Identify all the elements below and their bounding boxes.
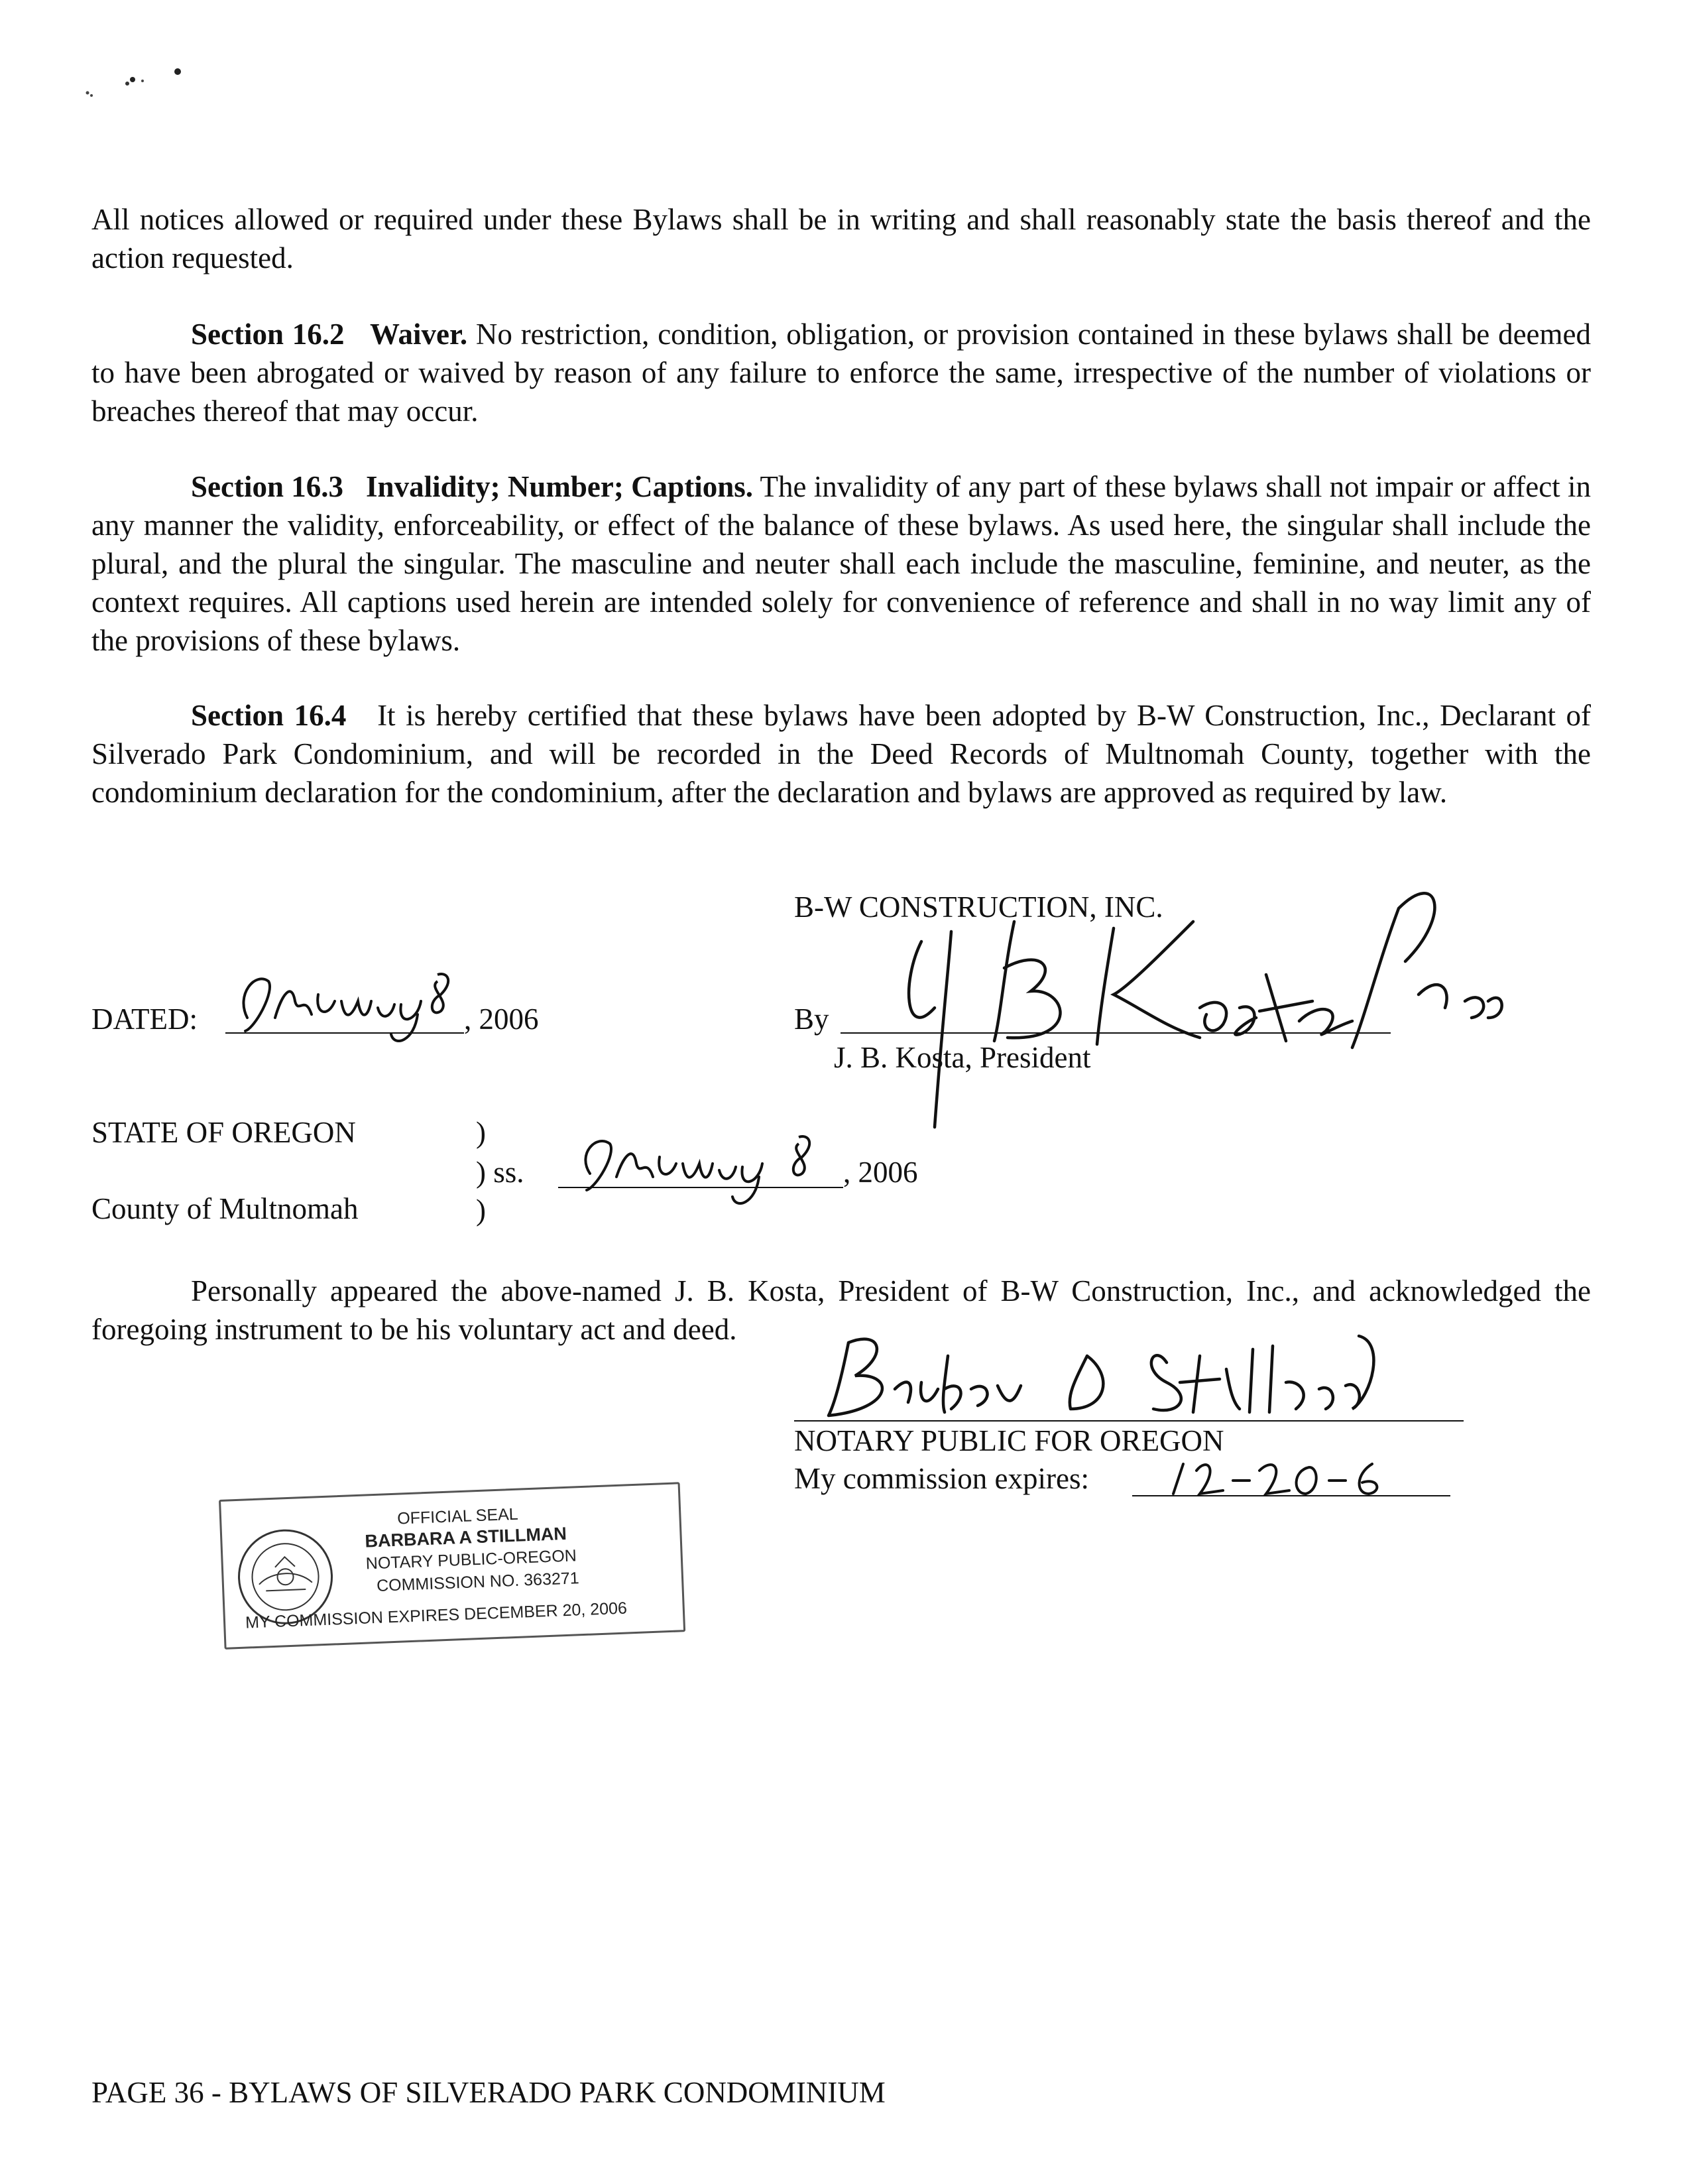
dated-year: , 2006 <box>464 1002 539 1036</box>
commission-expires-label: My commission expires: <box>794 1462 1089 1495</box>
stamp-line-2: BARBARA A STILLMAN <box>364 1523 567 1551</box>
kosta-signature <box>888 869 1511 1134</box>
venue-paren-bottom: ) <box>476 1193 486 1227</box>
county-label: County of Multnomah <box>91 1192 359 1225</box>
stamp-line-4: COMMISSION NO. 363271 <box>376 1569 580 1595</box>
section-text: It is hereby certified that these bylaws have been adopted by B-W Construction, Inc., Declarant of Silverado Park Condominium, and will be recorded in the Deed Records of Multnomah County, together with the condominium declaration for the condominium, after the declaration and bylaws are approved as required by law. <box>91 699 1592 809</box>
section-16-4 <box>91 696 1591 812</box>
venue-paren-top: ) <box>476 1116 486 1149</box>
section-text: No restriction, condition, obligation, or provision contained in these bylaws shall be deemed to have been abrogated or waived by reason of any failure to enforce the same, irrespective of the number of violations or breaches thereof that may occur. <box>91 318 1591 428</box>
dated-label: DATED: <box>91 1002 198 1036</box>
acknowledgment-paragraph: Personally appeared the above-named J. B. Kosta, President of B-W Construction, Inc., and acknowledged the foregoing instrument to be his voluntary act and deed. <box>91 1274 1591 1346</box>
stamp-line-3: NOTARY PUBLIC-OREGON <box>365 1546 577 1573</box>
venue-ss: ) ss. <box>476 1156 524 1189</box>
section-text: The invalidity of any part of these bylaws shall not impair or affect in any manner the validity, enforceability, or effect of the balance of these bylaws. As used here, the singular shall include the plural, and the plural the singular. The masculine and neuter shall each include the masculine, feminine, and neuter, as the context requires. All captions used herein are intended solely for convenience of reference and shall in no way limit any of the provisions of these bylaws. <box>91 470 1592 657</box>
section-label: Section 16.4 <box>191 699 347 732</box>
venue-date-handwriting <box>570 1121 848 1227</box>
section-16-2 <box>91 315 1591 430</box>
section-16-3 <box>91 467 1591 660</box>
official-seal-stamp <box>219 1482 685 1650</box>
dated-handwriting <box>229 955 474 1061</box>
signatory-name: J. B. Kosta, President <box>834 1041 1091 1074</box>
stamp-line-1: OFFICIAL SEAL <box>396 1504 519 1528</box>
page-footer: PAGE 36 - BYLAWS OF SILVERADO PARK CONDOMINIUM <box>91 2076 886 2109</box>
stamp-line-5: MY COMMISSION EXPIRES DECEMBER 20, 2006 <box>245 1599 628 1632</box>
by-label: By <box>794 1002 829 1036</box>
section-title: Waiver. <box>369 318 468 351</box>
section-title: Invalidity; Number; Captions. <box>366 470 753 503</box>
venue-date-year: , 2006 <box>843 1156 918 1189</box>
section-label: Section 16.3 <box>191 470 344 503</box>
stillman-signature <box>809 1316 1438 1429</box>
state-label: STATE OF OREGON <box>91 1116 356 1149</box>
company-name: B-W CONSTRUCTION, INC. <box>794 890 1163 924</box>
expires-handwriting <box>1167 1451 1432 1504</box>
section-label: Section 16.2 <box>191 318 345 351</box>
notary-title: NOTARY PUBLIC FOR OREGON <box>794 1424 1224 1457</box>
paragraph-notices: All notices allowed or required under these Bylaws shall be in writing and shall reasonably state the basis thereof and the action requested. <box>91 203 1591 274</box>
scan-specks <box>80 53 212 106</box>
